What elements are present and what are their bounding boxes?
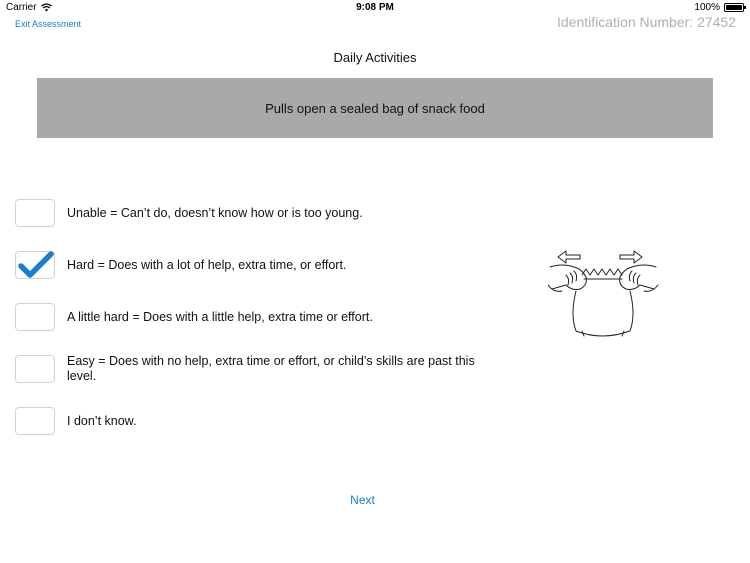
checkmark-icon [18, 250, 54, 280]
option-dont-know[interactable] [15, 407, 487, 435]
option-easy[interactable] [15, 354, 487, 384]
option-label: Hard = Does with a lot of help, extra time, or effort. [67, 257, 347, 272]
option-a-little-hard[interactable] [15, 303, 487, 331]
option-label: A little hard = Does with a little help, extra time or effort. [67, 309, 373, 324]
status-battery [694, 2, 744, 13]
option-checkbox[interactable] [15, 407, 55, 435]
option-checkbox[interactable] [15, 303, 55, 331]
option-checkbox[interactable] [15, 199, 55, 227]
option-checkbox[interactable] [15, 355, 55, 383]
status-time: 9:08 PM [356, 2, 394, 13]
carrier-label: Carrier [6, 2, 37, 13]
page-title: Daily Activities [333, 50, 417, 65]
identification-number: Identification Number: 27452 [557, 14, 736, 30]
hands-opening-snack-bag-icon [548, 245, 660, 341]
task-banner [37, 78, 713, 138]
next-button[interactable]: Next [350, 493, 375, 507]
option-unable[interactable] [15, 199, 487, 227]
battery-icon [724, 3, 744, 12]
option-hard[interactable] [15, 251, 487, 279]
option-label: Easy = Does with no help, extra time or effort, or child’s skills are past this level. [67, 354, 475, 383]
battery-percent: 100% [694, 2, 720, 13]
exit-assessment-button[interactable]: Exit Assessment [15, 19, 82, 29]
option-checkbox[interactable] [15, 251, 55, 279]
option-label: I don’t know. [67, 413, 137, 428]
task-text: Pulls open a sealed bag of snack food [265, 100, 485, 116]
option-label: Unable = Can’t do, doesn’t know how or is too young. [67, 205, 363, 220]
